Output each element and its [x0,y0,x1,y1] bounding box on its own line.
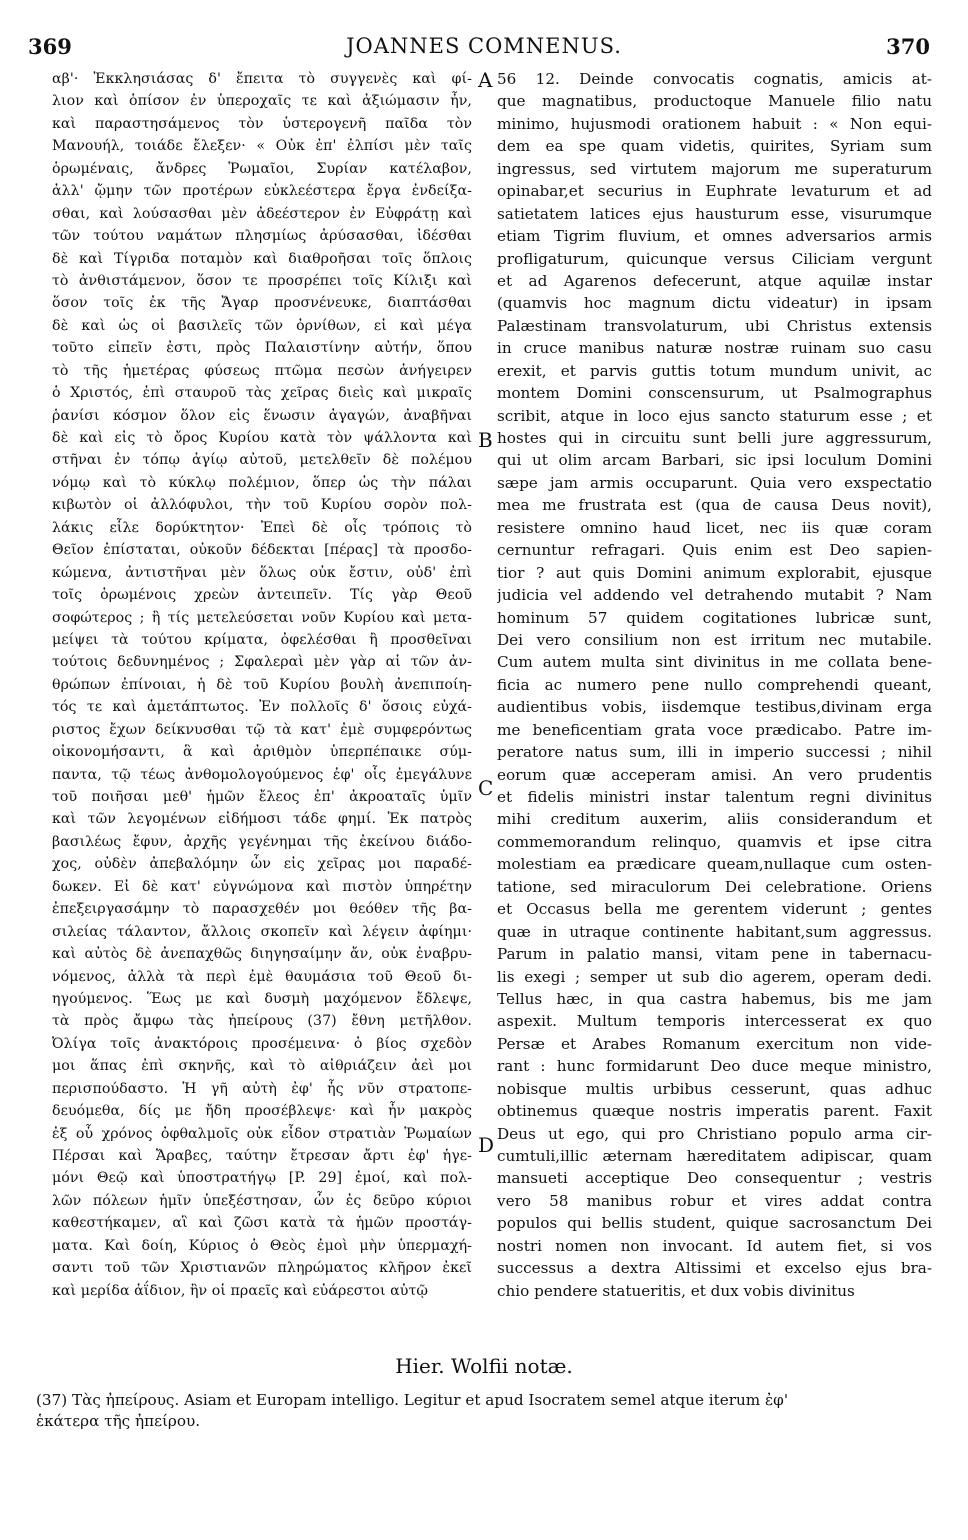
latin-text-line: cernuntur refragari. Quis enim est Deo sapien- [497,541,932,560]
greek-text-line: βασιλέως ἔφυν, ἀρχῆς γεγένημαι τῆς ἐκείνου διάδο- [52,833,472,850]
greek-text-line: καὶ αὐτὸς δὲ ἀνεπαχθῶς διηγησαίμην ἄν, οὐκ ἐναβρυ- [52,946,472,963]
footnote-line: ἑκάτερα τῆς ἠπείρου. [36,1412,201,1430]
latin-text-line: et fidelis ministri instar talentum regni divinitus [497,788,932,806]
margin-marker-b: B [478,428,493,452]
latin-text-line: etiam Tigrim fluvium, et omnes adversarios armis [497,227,932,246]
latin-text-line: tatione, sed miraculorum Dei celebratione. Oriens [497,877,932,896]
latin-text-line: Palæstinam transvolaturum, ubi Christus extensis [497,316,932,335]
greek-text-line: ριστος ἔχων δείκνυσθαι τῷ τὰ κατ' ἐμὲ συμφερόντως [52,721,472,738]
latin-text-line: audientibus vobis, iisdemque testibus,divinam erga [497,698,932,717]
latin-text-line: erexit, et parvis guttis totum mundum univit, ac [497,361,932,380]
latin-text-line: successus a dextra Altissimi et excelso ejus bra- [497,1259,932,1278]
greek-text-line: τὸ ἀνθιστάμενον, ὅσον τε προσρέπει τοῖς Κίλιξι καὶ [52,272,472,289]
latin-text-line: chio pendere statueritis, et dux vobis divinitus [497,1281,855,1300]
latin-text-column [497,68,932,1302]
latin-text-line: et ad Agarenos defecerunt, atque aquilæ instar [497,271,932,290]
greek-text-line: δὲ καὶ ὡς οἱ βασιλεῖς τῶν ὀρνίθων, εἰ καὶ μέγα [52,317,472,334]
latin-text-line: ingressus, sed virtutem majorum me superaturum [497,159,932,178]
latin-text-line: tior ? aut quis Domini animum explorabit, ejusque [497,563,932,582]
greek-text-line: ἐπεξειργασάμην τὸ παρασχεθέν μοι θεόθεν τῆς βα- [52,901,472,918]
page-number-left: 369 [28,34,72,59]
latin-text-line: profligaturum, quicunque versus Ciliciam vergunt [497,249,932,268]
page-header [0,34,968,64]
greek-text-line: σοφώτερος ; ἢ τίς μετελεύσεται νοῦν Κυρίου καὶ μετα- [52,609,472,626]
greek-text-line: μείψει τὰ τούτου κρίματα, ὀφελέσθαι ἢ προσθεῖναι [52,631,472,648]
latin-text-line: nobisque multis urbibus cesserunt, quas adhuc [497,1079,932,1098]
latin-text-line: in cruce manibus naturæ nostræ ruinam suo casu [497,339,932,358]
greek-text-line: σθαι, καὶ λούσασθαι μὲν ἀδεέστερον ἐν Εὐφράτῃ καὶ [52,205,472,222]
greek-text-line: κώμενα, ἀντιστῆναι μὲν ὅλως οὐκ ἔστιν, οὐδ' ἐπὶ [52,564,472,581]
latin-text-line: Cum autem multa sint divinitus in me collata bene- [497,653,932,672]
greek-text-line: παντα, τῷ τέως ἀνθομολογούμενος ἐφ' οἷς ἐμεγάλυνε [52,766,472,783]
greek-text-line: μοι ἅπας ἐπὶ σκηνῆς, καὶ τὸ αἰθριάζειν ἀεὶ μοι [52,1058,472,1075]
greek-text-line: οἰκονομήσαντι, ἃ καὶ ἀριθμὸν ὑπερπέπαικε σύμ- [52,744,472,761]
greek-text-line: ηγούμενος. Ἕως με καὶ δυσμὴ μαχόμενον ἔδλεψε, [52,990,472,1007]
greek-text-line: ὁρωμέναις, ἄνδρες Ῥωμαῖοι, Συρίαν κατέλαβον, [52,160,472,177]
latin-text-line: populos qui bellis student, quique sacrosanctum Dei [497,1214,932,1233]
latin-text-line: vero 58 manibus robur et vires addat contra [497,1191,932,1210]
latin-text-line: lis exegi ; semper ut sub dio agerem, operam dedi. [497,967,932,986]
latin-text-line: sæpe jam armis occuparunt. Quia vero exspectatio [497,473,932,492]
latin-text-line: rant : hunc formidarunt Deo duce meque ministro, [497,1057,932,1076]
greek-text-line: τοῦ ποιῆσαι μεθ' ἡμῶν ἔλεος ἐπ' ἀκροαταῖς ὑμῖν [52,789,472,805]
greek-text-line: σαντι τοῦ τῶν Χριστιανῶν πληρώματος κλῆρον ἐκεῖ [52,1260,472,1277]
greek-text-line: Θεῖον ἐπίσταται, οὐκοῦν δέδεκται [πέρας] τὰ προσδο- [52,542,472,559]
latin-text-line: Dei vero consilium non est irritum nec mutabile. [497,630,932,649]
latin-text-line: peratore natus sum, illi in imperio successi ; nihil [497,743,932,762]
greek-text-line: τῶν τούτου ναμάτων πλησμίως ἀρύσασθαι, ἰδέσθαι [52,228,472,245]
greek-text-line: δὲ καὶ Τίγριδα ποταμὸν καὶ διαθροῆσαι τοῖς ὅπλοις [52,250,472,267]
latin-text-line: Parum in palatio mansi, vitam pene in tabernacu- [497,945,932,964]
greek-text-line: καὶ τῶν λεγομένων εἰδήμοσι τάδε φημί. Ἐκ πατρὸς [52,811,472,828]
latin-text-line: obtinemus quæque nostris imperatis parent. Faxit [497,1102,932,1121]
latin-text-line: 56 12. Deinde convocatis cognatis, amicis at- [497,70,932,88]
latin-text-line: ficia ac numero pene nullo comprehendi queant, [497,675,932,694]
greek-text-line: σιλείας τάλαντον, ἄλλοις σκοπεῖν καὶ λέγειν ἀφίημι· [52,923,472,940]
page-number-right: 370 [886,34,930,59]
footnotes [36,1390,936,1432]
greek-text-line: νόμενος, ἀλλὰ τὰ περὶ ἐμὲ θαυμάσια τοῦ Θεοῦ δι- [52,968,472,985]
latin-text-line: Tellus hæc, in qua castra habemus, bis me jam [497,989,932,1008]
greek-text-line: τοῖς ὁρωμένοις χρεὼν ἀντειπεῖν. Τίς γὰρ Θεοῦ [52,587,472,604]
greek-text-line: τός τε καὶ ἀμετάπτωτος. Ἐν πολλοῖς δ' ὅσοις εὐχά- [52,699,472,716]
greek-text-line: καθεστήκαμεν, αἳ καὶ ζῶσι κατὰ τὰ ἡμῶν προστάγ- [52,1215,472,1232]
margin-marker-d: D [478,1133,495,1157]
latin-text-line: qui ut olim arcam Barbari, sic ipsi loculum Domini [497,451,932,470]
greek-text-line: τούτοις δεδυνημένος ; Σφαλεραὶ μὲν γὰρ αἱ τῶν ἀν- [52,654,472,671]
greek-text-line: ὅσον τοῖς ἐκ τῆς Ἄγαρ προσνένευκε, διαπτάσθαι [52,295,472,312]
greek-text-line: ἀλλ' ᾤμην τῶν προτέρων εὐκλεέστερα ἔργα ἐνδείξα- [52,183,472,200]
latin-text-line: (quamvis hoc magnum dictu videatur) in ipsam [497,294,932,313]
greek-text-line: δευόμεθα, δίς με ἤδη προσέβλεψε· καὶ ἦν μακρὸς [52,1103,472,1120]
latin-text-line: que magnatibus, productoque Manuele filio natu [497,92,932,111]
greek-text-line: δὲ καὶ εἰς τὸ ὄρος Κυρίου κατὰ τὸν ψάλλοντα καὶ [52,430,472,446]
greek-text-line: καὶ παραστησάμενος τὸν ὑστερογενῆ παῖδα τὸν [52,115,472,132]
latin-text-line: eorum quæ acceperam amisi. An vero prudentis [497,765,932,784]
latin-text-line: me beneficentiam grata voce prædicabo. Patre im- [497,720,932,739]
latin-text-line: mansueti acceptique Deo consequentur ; vestris [497,1169,932,1188]
greek-text-line: κιβωτὸν οἱ ἀλλόφυλοι, τὴν τοῦ Κυρίου σορὸν πολ- [52,497,472,514]
greek-text-line: Πέρσαι καὶ Ἄραβες, ταύτην ἔτρεσαν ἄρτι ἐφ' ἡγε- [52,1148,472,1164]
latin-text-line: minimo, hujusmodi orationem habuit : « Non equi- [497,114,932,133]
margin-marker-a: A [478,68,493,92]
latin-text-line: opinabar,et securius in Euphrate levaturum et ad [497,182,932,201]
latin-text-line: et Occasus bella me gerentem viderunt ; gentes [497,900,932,919]
margin-marker-c: C [478,776,494,800]
greek-text-line: ὁ Χριστός, ἐπὶ σταυροῦ τὰς χεῖρας διεὶς καὶ μικραῖς [52,385,472,402]
latin-text-line: mea me frustrata est (qua de causa Deus novit), [497,496,932,515]
footnote-line: (37) Τὰς ἠπείρους. Asiam et Europam intelligo. Legitur et apud Isocratem semel atque iterum ἐφ' [36,1391,788,1409]
greek-text-line: νόμῳ καὶ τὸ κύκλῳ πολέμιον, ὅπερ ὡς τὴν πάλαι [52,474,472,491]
greek-text-line: Μανουήλ, τοιάδε ἔλεξεν· « Οὐκ ἐπ' ἐλπίσι μὲν ταῖς [52,138,472,155]
latin-text-line: Persæ et Arabes Romanum exercitum non vide- [497,1034,932,1053]
greek-text-line: περισπούδαστο. Ἡ γῆ αὐτὴ ἐφ' ἧς νῦν στρατοπε- [52,1080,472,1097]
latin-text-line: satietatem latices ejus hausturum esse, visurumque [497,204,932,223]
greek-text-line: λῶν πόλεων ἡμῖν ὑπεξέστησαν, ὧν ἐς δεῦρο κύριοι [52,1192,472,1209]
greek-text-line: καὶ μερίδα ἀΐδιον, ἣν οἱ πραεῖς καὶ εὐάρεστοι αὐτῷ [52,1282,428,1299]
latin-text-line: scribit, atque in loco ejus sancto staturum esse ; et [497,406,932,425]
latin-text-line: dem ea spe quam videtis, quirites, Syriam sum [497,137,932,156]
latin-text-line: mihi creditum auxerim, aliis considerandum et [497,810,932,829]
running-title: JOANNES COMNENUS. [346,34,622,58]
greek-text-line: δωκεν. Εἰ δὲ κατ' εὐγνώμονα καὶ πιστὸν ὑπηρέτην [52,878,472,895]
greek-text-column [52,68,472,1302]
greek-text-line: λιον καὶ ὁπίσον ἐν ὑπεροχαῖς τε καὶ ἀξιώμασιν ἦν, [52,93,472,110]
greek-text-line: στῆναι ἐν τόπῳ ἁγίῳ αὐτοῦ, μετελθεῖν δὲ πολέμου [52,452,472,469]
latin-text-line: commemorandum relinquo, quamvis et ipse citra [497,832,932,851]
greek-text-line: θρώπων ἐπίνοιαι, ἡ δὲ τοῦ Κυρίου βουλὴ ἀνεπιποίη- [52,676,472,693]
greek-text-line: μόνι Θεῷ καὶ ὑποστρατήγῳ [P. 29] ἐμοί, καὶ πολ- [52,1170,472,1187]
latin-text-line: judicia vel addendo vel detrahendo mutabit ? Nam [497,586,932,605]
latin-text-line: hominum 57 quidem cogitationes lubricæ sunt, [497,608,932,627]
greek-text-line: ματα. Καὶ δοίη, Κύριος ὁ Θεὸς ἐμοὶ μὴν ὑπερμαχή- [52,1237,472,1254]
latin-text-line: hostes qui in circuitu sunt belli jure aggressurum, [497,429,932,447]
latin-text-line: Deus ut ego, qui pro Christiano populo arma cir- [497,1124,932,1143]
latin-text-line: resistere omnino haud licet, nec iis quæ coram [497,518,932,537]
latin-text-line: quæ in utraque continente habitant,sum aggressus. [497,922,932,941]
greek-text-line: ῥανίσι κόσμον ὅλον εἰς ἕνωσιν ἀγαγών, ἀναβῆναι [52,407,472,424]
latin-text-line: nostri nomen non invocant. Id autem fiet, si vos [497,1236,932,1255]
latin-text-line: molestiam ea prædicare queam,nullaque cum osten- [497,855,932,874]
greek-text-line: χος, οὐδὲν ἀπεβαλόμην ὧν εἰς χεῖρας μοι παραδέ- [52,856,472,873]
greek-text-line: αβ'· Ἐκκλησιάσας δ' ἔπειτα τὸ συγγενὲς καὶ φί- [52,71,472,87]
greek-text-line: τὰ πρὸς ἄμφω τὰς ἠπείρους (37) ἔθνη μετῆλθον. [52,1013,472,1030]
latin-text-line: aspexit. Multum temporis intercesserat ex quo [497,1012,932,1031]
greek-text-line: Ὀλίγα τοῖς ἀνακτόροις προσέμεινα· ὁ βίος σχεδὸν [52,1035,472,1052]
greek-text-line: τοῦτο εἰπεῖν ἐστι, πρὸς Παλαιστίνην αὐτήν, ὅπου [52,340,472,357]
greek-text-line: λάκις εἷλε δορύκτητον· Ἐπεὶ δὲ οἷς τρόποις τὸ [52,519,472,536]
greek-text-line: τὸ τῆς ἡμετέρας φύσεως πτῶμα πεσὼν ἀνήγειρεν [52,362,472,379]
notes-title: Hier. Wolfii notæ. [395,1354,573,1378]
greek-text-line: ἐξ οὗ χρόνος ὀφθαλμοῖς οὐκ εἶδον στρατιὰν Ῥωμαίων [52,1125,472,1142]
latin-text-line: montem Domini conscensurum, ut Psalmographus [497,384,932,403]
latin-text-line: cumtuli,illic æternam hæreditatem adipiscar, quam [497,1147,932,1165]
